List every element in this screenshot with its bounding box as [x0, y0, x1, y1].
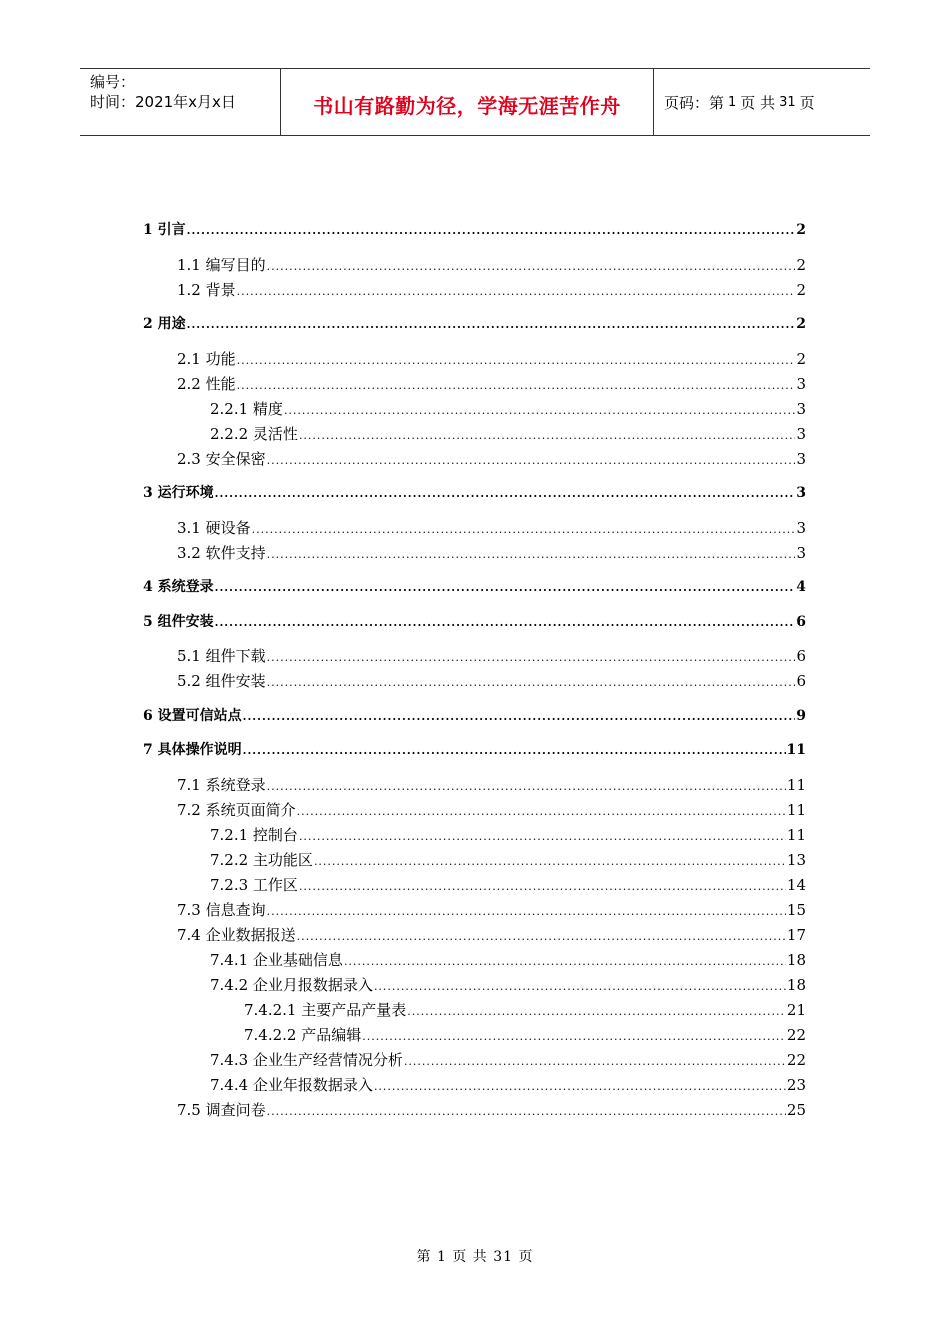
toc-entry-page: 3 [796, 399, 806, 418]
toc-entry[interactable] [210, 1074, 806, 1096]
toc-entry-page: 18 [786, 975, 806, 994]
toc-entry[interactable] [143, 219, 806, 241]
page-suffix: 页 [799, 94, 815, 112]
toc-entry-page: 2 [796, 280, 806, 299]
toc-entry[interactable] [177, 1099, 806, 1121]
toc-entry-page: 21 [786, 1000, 806, 1019]
toc-entry-page: 3 [796, 424, 806, 443]
toc-entry-title: 7.4.2.1 主要产品产量表 [244, 1000, 407, 1019]
toc-entry[interactable] [177, 899, 806, 921]
toc-entry-page: 2 [796, 222, 806, 238]
toc-entry-title: 2.2.1 精度 [210, 399, 283, 418]
toc-entry-title: 7.4.2 企业月报数据录入 [210, 975, 373, 994]
toc-entry-title: 7 具体操作说明 [143, 742, 242, 758]
toc-leader-dots [407, 1001, 786, 1023]
toc-leader-dots [344, 951, 786, 973]
toc-entry-page: 15 [786, 900, 806, 919]
toc-entry-title: 1.2 背景 [177, 280, 236, 299]
toc-entry-title: 3.1 硬设备 [177, 518, 251, 537]
toc-entry-title: 6 设置可信站点 [143, 707, 242, 724]
toc-leader-dots [237, 350, 796, 372]
toc-leader-dots [404, 1051, 786, 1073]
toc-entry-page: 18 [786, 950, 806, 969]
toc-entry[interactable] [143, 705, 806, 727]
toc-entry[interactable] [143, 611, 806, 633]
toc-entry[interactable] [143, 482, 806, 504]
toc-entry[interactable] [143, 739, 806, 761]
toc-entry-page: 2 [796, 349, 806, 368]
document-date: 时间：2021年x月x日 [90, 93, 236, 111]
document-number-label: 编号： [90, 73, 136, 91]
toc-entry[interactable] [210, 849, 806, 871]
toc-leader-dots [267, 672, 796, 694]
page-total: 31 [779, 95, 796, 110]
toc-leader-dots [299, 425, 796, 447]
toc-leader-dots [243, 740, 786, 762]
toc-entry-title: 7.4.2.2 产品编辑 [244, 1025, 362, 1044]
toc-entry-page: 3 [796, 518, 806, 537]
toc-entry-title: 7.4.1 企业基础信息 [210, 950, 343, 969]
toc-leader-dots [267, 544, 796, 566]
toc-leader-dots [267, 1101, 786, 1123]
toc-leader-dots [215, 612, 796, 634]
page-header [80, 68, 870, 136]
toc-entry-title: 2 用途 [143, 316, 186, 332]
toc-entry-title: 5.2 组件安装 [177, 672, 266, 690]
toc-leader-dots [297, 926, 786, 948]
toc-entry[interactable] [210, 398, 806, 420]
toc-entry-title: 7.1 系统登录 [177, 775, 266, 794]
toc-entry-title: 7.5 调查问卷 [177, 1100, 266, 1119]
toc-entry-title: 3.2 软件支持 [177, 543, 266, 562]
toc-entry[interactable] [210, 423, 806, 445]
toc-entry-title: 7.4 企业数据报送 [177, 925, 296, 944]
toc-entry-title: 7.4.4 企业年报数据录入 [210, 1075, 373, 1094]
page-prefix: 页码：第 [664, 94, 725, 112]
page-current: 1 [728, 95, 737, 110]
toc-entry-title: 7.2.1 控制台 [210, 825, 298, 844]
toc-entry-page: 3 [796, 543, 806, 562]
toc-entry[interactable] [177, 254, 806, 276]
toc-entry[interactable] [177, 373, 806, 395]
toc-leader-dots [299, 876, 786, 898]
toc-leader-dots [215, 483, 796, 505]
toc-entry[interactable] [244, 999, 806, 1021]
toc-entry[interactable] [177, 924, 806, 946]
toc-entry-page: 11 [786, 742, 806, 758]
toc-entry-title: 7.2 系统页面简介 [177, 800, 296, 819]
toc-entry[interactable] [210, 1049, 806, 1071]
toc-entry[interactable] [210, 974, 806, 996]
toc-entry[interactable] [210, 824, 806, 846]
toc-leader-dots [314, 851, 786, 873]
toc-entry[interactable] [143, 576, 806, 598]
toc-entry-page: 23 [786, 1075, 806, 1094]
toc-entry-page: 2 [796, 316, 806, 332]
header-motto: 书山有路勤为径，学海无涯苦作舟 [313, 93, 621, 118]
toc-entry-page: 22 [786, 1025, 806, 1044]
toc-entry-title: 7.2.3 工作区 [210, 875, 298, 894]
toc-leader-dots [284, 400, 796, 422]
toc-entry-page: 22 [786, 1050, 806, 1069]
toc-entry-title: 2.2 性能 [177, 374, 236, 393]
toc-entry-title: 5 组件安装 [143, 613, 214, 630]
header-motto-cell [281, 69, 654, 135]
toc-entry[interactable] [210, 874, 806, 896]
toc-entry[interactable] [177, 542, 806, 564]
toc-leader-dots [267, 776, 786, 798]
toc-entry-page: 6 [796, 647, 806, 665]
toc-leader-dots [299, 826, 786, 848]
toc-entry-page: 2 [796, 255, 806, 274]
toc-entry[interactable] [177, 448, 806, 470]
toc-entry-page: 6 [796, 672, 806, 690]
toc-leader-dots [297, 801, 786, 823]
toc-entry-title: 2.3 安全保密 [177, 449, 266, 468]
toc-entry[interactable] [177, 670, 806, 692]
toc-entry-page: 9 [796, 707, 806, 724]
toc-entry[interactable] [177, 279, 806, 301]
toc-entry-page: 3 [796, 374, 806, 393]
toc-entry[interactable] [177, 774, 806, 796]
toc-leader-dots [267, 901, 786, 923]
toc-entry-title: 7.3 信息查询 [177, 900, 266, 919]
toc-leader-dots [374, 976, 786, 998]
toc-entry[interactable] [177, 348, 806, 370]
toc-entry-page: 3 [796, 485, 806, 501]
toc-entry-title: 7.2.2 主功能区 [210, 850, 313, 869]
toc-entry[interactable] [177, 799, 806, 821]
header-meta [80, 69, 281, 135]
toc-entry-title: 4 系统登录 [143, 579, 214, 595]
toc-entry-title: 7.4.3 企业生产经营情况分析 [210, 1050, 403, 1069]
toc-leader-dots [237, 375, 796, 397]
toc-leader-dots [215, 577, 796, 599]
toc-leader-dots [362, 1026, 786, 1048]
toc-leader-dots [187, 220, 796, 242]
toc-entry-page: 3 [796, 449, 806, 468]
toc-entry-page: 6 [796, 613, 806, 630]
toc-entry[interactable] [177, 517, 806, 539]
toc-entry-page: 4 [796, 579, 806, 595]
toc-entry-page: 13 [786, 850, 806, 869]
page-footer: 第 1 页 共 31 页 [416, 1249, 534, 1265]
toc-entry-title: 3 运行环境 [143, 485, 214, 501]
toc-entry-title: 2.1 功能 [177, 349, 236, 368]
toc-leader-dots [243, 706, 796, 728]
toc-leader-dots [267, 450, 796, 472]
header-page-info [654, 69, 870, 135]
toc-entry-title: 1.1 编写目的 [177, 255, 266, 274]
toc-leader-dots [187, 314, 796, 336]
toc-entry-page: 11 [786, 775, 806, 794]
toc-leader-dots [374, 1076, 786, 1098]
page-mid: 页 共 [740, 94, 776, 112]
toc-entry-page: 11 [786, 825, 806, 844]
toc-entry-page: 25 [786, 1100, 806, 1119]
toc-entry-page: 17 [786, 925, 806, 944]
toc-entry-page: 11 [786, 800, 806, 819]
toc-leader-dots [237, 281, 796, 303]
toc-entry-title: 2.2.2 灵活性 [210, 424, 298, 443]
toc-leader-dots [252, 519, 796, 541]
toc-entry-title: 1 引言 [143, 222, 186, 238]
toc-leader-dots [267, 256, 796, 278]
toc-leader-dots [267, 647, 796, 669]
toc-entry[interactable] [143, 313, 806, 335]
toc-entry-title: 5.1 组件下载 [177, 647, 266, 665]
toc-entry-page: 14 [786, 875, 806, 894]
toc-entry[interactable] [210, 949, 806, 971]
toc-entry[interactable] [244, 1024, 806, 1046]
toc-entry[interactable] [177, 645, 806, 667]
